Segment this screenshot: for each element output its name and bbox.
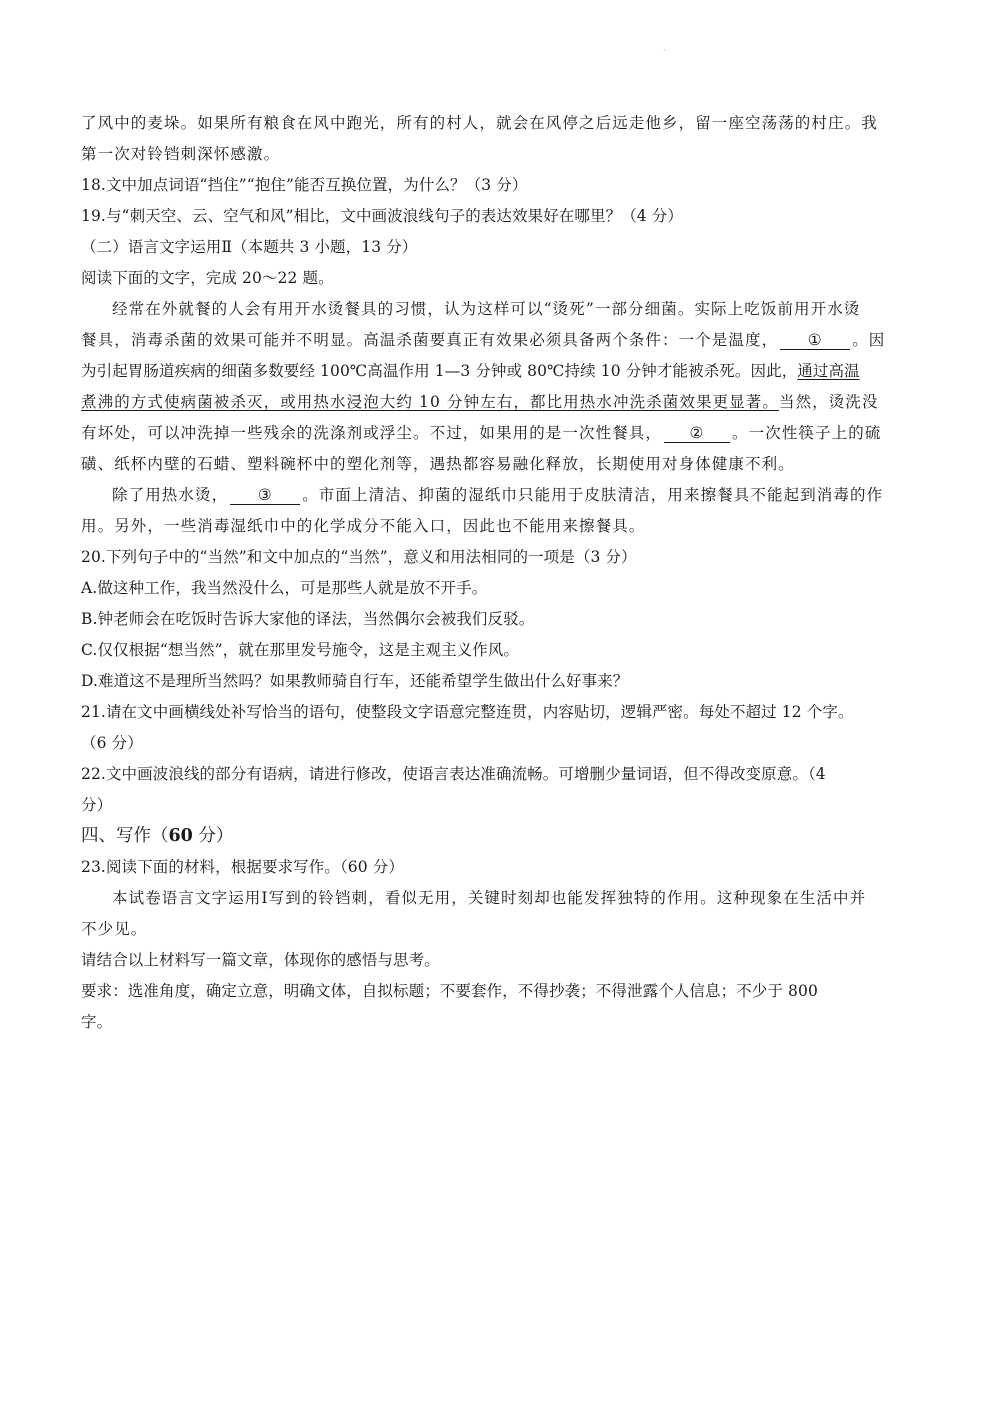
wavy-underlined-sentence: 煮沸的方式使病菌被杀灭，或用热水浸泡大约 10 分钟左右，都比用热水冲洗杀菌效果更显著。: [81, 393, 779, 411]
dotted-word-dangran: 当然，烫洗没: [778, 393, 879, 411]
passage-line: 为引起胃肠道疾病的细菌多数要经 100℃高温作用 1—3 分钟或 80℃持续 10 分钟才能被杀死。因此，通过高温: [81, 362, 860, 380]
passage-line: 餐具，消毒杀菌的效果可能并不明显。高温杀菌要真正有效果必须具备两个条件：一个是温度， ① 。因: [81, 331, 886, 349]
answer-blank-1: ①: [780, 331, 850, 350]
writing-requirements: 字。: [81, 1013, 113, 1031]
option-b: B.钟老师会在吃饭时告诉大家他的译法，当然偶尔会被我们反驳。: [81, 610, 535, 628]
reading-instruction: 阅读下面的文字，完成 20～22 题。: [81, 269, 334, 287]
option-d: D.难道这不是理所当然吗？如果教师骑自行车，还能希望学生做出什么好事来？: [81, 672, 629, 690]
question-22: 22.文中画波浪线的部分有语病，请进行修改，使语言表达准确流畅。可增删少量词语，但不得改变原意。（4: [81, 765, 826, 783]
question-19: 19.与“刺天空、云、空气和风”相比，文中画波浪线句子的表达效果好在哪里？（4 分）: [81, 207, 683, 225]
passage-line: 用。另外，一些消毒湿纸巾中的化学成分不能入口，因此也不能用来擦餐具。: [81, 517, 646, 535]
passage-line: 有坏处，可以冲洗掉一些残余的洗涤剂或浮尘。不过，如果用的是一次性餐具， ② 。一次性筷子上的硫: [81, 424, 882, 442]
section-heading-language-use-2: （二）语言文字运用Ⅱ（本题共 3 小题，13 分）: [81, 238, 418, 256]
passage-line: [81, 387, 911, 418]
wavy-underlined-sentence: 通过高温: [797, 362, 860, 380]
option-c: C.仅仅根据“想当然”，就在那里发号施令，这是主观主义作风。: [81, 641, 520, 659]
question-22-score: 分）: [81, 796, 113, 814]
question-20: 20.下列句子中的“当然”和文中加点的“当然”，意义和用法相同的一项是（3 分）: [81, 548, 637, 566]
exam-page: [81, 108, 911, 1038]
material-line: 本试卷语言文字运用Ⅰ写到的铃铛刺，看似无用，关键时刻却也能发挥独特的作用。这种现象在生活中并: [112, 889, 867, 907]
writing-requirements: 要求：选准角度，确定立意，明确文体，自拟标题；不要套作，不得抄袭；不得泄露个人信息；不少于 800: [81, 982, 818, 1000]
answer-blank-2: ②: [664, 424, 730, 443]
text-line: 了风中的麦垛。如果所有粮食在风中跑光，所有的村人，就会在风停之后远走他乡，留一座空荡荡的村庄。我: [81, 114, 878, 132]
answer-blank-3: ③: [230, 486, 300, 505]
question-23: 23.阅读下面的材料，根据要求写作。（60 分）: [81, 858, 404, 876]
passage-line: 除了用热水烫， ③ 。市面上清洁、抑菌的湿纸巾只能用于皮肤清洁，用来擦餐具不能起到消毒的作: [112, 486, 884, 504]
writing-instruction: 请结合以上材料写一篇文章，体现你的感悟与思考。: [81, 951, 440, 969]
section-heading-writing: 四、写作（60 分）: [81, 826, 234, 846]
question-21: 21.请在文中画横线处补写恰当的语句，使整段文字语意完整连贯，内容贴切，逻辑严密。每处不超过 12 个字。: [81, 703, 854, 721]
passage-line: 经常在外就餐的人会有用开水烫餐具的习惯，认为这样可以“烫死”一部分细菌。实际上吃饭前用开水烫: [112, 300, 861, 318]
passage-line: 磺、纸杯内壁的石蜡、塑料碗杯中的塑化剂等，遇热都容易融化释放，长期使用对身体健康不利。: [81, 455, 795, 473]
material-line: 不少见。: [81, 920, 148, 938]
option-a: A.做这种工作，我当然没什么，可是那些人就是放不开手。: [81, 579, 488, 597]
page-mark: ·: [663, 46, 666, 55]
question-18: 18.文中加点词语“挡住”“抱住”能否互换位置，为什么？（3 分）: [81, 176, 528, 194]
question-21-score: （6 分）: [81, 734, 143, 752]
text-line: 第一次对铃铛刺深怀感激。: [81, 145, 281, 163]
